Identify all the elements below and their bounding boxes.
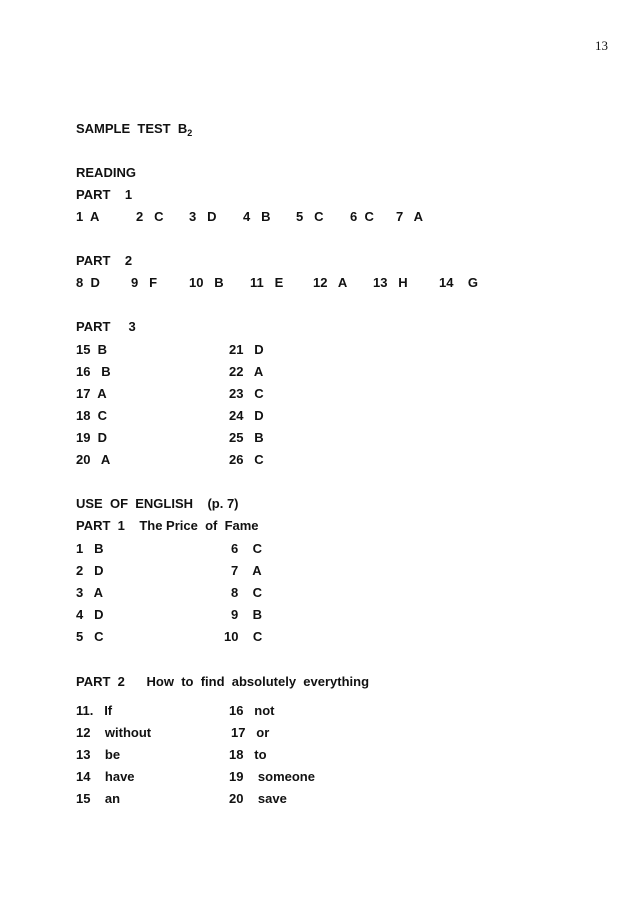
answer-item: 18 to xyxy=(229,747,267,762)
answer-item: 24 D xyxy=(229,408,264,423)
answer-item: 7 A xyxy=(396,209,423,224)
answer-item: 13 H xyxy=(373,275,408,290)
answer-item: 1 B xyxy=(76,541,104,556)
answer-item: 19 D xyxy=(76,430,108,445)
answer-item: 3 D xyxy=(189,209,217,224)
answer-item: 12 without xyxy=(76,725,152,740)
answer-item: 6 C xyxy=(231,541,263,556)
answer-item: 10 B xyxy=(189,275,224,290)
answer-item: 4 D xyxy=(76,607,104,622)
answer-item: 7 A xyxy=(231,563,262,578)
answer-item: 26 C xyxy=(229,452,264,467)
use-of-english-part1-label: PART 1 The Price of Fame xyxy=(76,518,259,533)
answer-item: 13 be xyxy=(76,747,121,762)
test-title xyxy=(76,121,192,138)
answer-item: 5 C xyxy=(296,209,324,224)
answer-item: 14 G xyxy=(439,275,479,290)
answer-item: 18 C xyxy=(76,408,108,423)
answer-item: 8 C xyxy=(231,585,263,600)
answer-item: 20 save xyxy=(229,791,287,806)
answer-item: 17 A xyxy=(76,386,107,401)
answer-item: 16 B xyxy=(76,364,111,379)
answer-item: 9 B xyxy=(231,607,263,622)
answer-item: 8 D xyxy=(76,275,100,290)
page-number: 13 xyxy=(595,38,608,53)
answer-item: 2 C xyxy=(136,209,164,224)
reading-heading: READING xyxy=(76,165,136,180)
answer-item: 20 A xyxy=(76,452,111,467)
answer-item: 2 D xyxy=(76,563,104,578)
answer-item: 17 or xyxy=(231,725,270,740)
answer-item: 19 someone xyxy=(229,769,315,784)
answer-item: 22 A xyxy=(229,364,264,379)
answer-item: 3 A xyxy=(76,585,103,600)
use-of-english-part2-label: PART 2 How to find absolutely everything xyxy=(76,674,370,689)
answer-item: 6 C xyxy=(350,209,374,224)
answer-item: 16 not xyxy=(229,703,275,718)
answer-item: 11 E xyxy=(250,275,284,290)
answer-item: 5 C xyxy=(76,629,104,644)
answer-item: 11. If xyxy=(76,703,113,718)
answer-item: 4 B xyxy=(243,209,271,224)
answer-item: 9 F xyxy=(131,275,158,290)
answer-item: 10 C xyxy=(224,629,263,644)
answer-item: 1 A xyxy=(76,209,100,224)
reading-part3-label: PART 3 xyxy=(76,319,136,334)
answer-item: 25 B xyxy=(229,430,264,445)
answer-item: 12 A xyxy=(313,275,348,290)
answer-item: 14 have xyxy=(76,769,135,784)
test-title-text: SAMPLE TEST B xyxy=(76,121,188,136)
answer-item: 23 C xyxy=(229,386,264,401)
answer-item: 15 B xyxy=(76,342,108,357)
use-of-english-heading: USE OF ENGLISH (p. 7) xyxy=(76,496,239,511)
test-title-subscript: 2 xyxy=(187,128,193,138)
answer-item: 15 an xyxy=(76,791,121,806)
reading-part1-label: PART 1 xyxy=(76,187,133,202)
answer-item: 21 D xyxy=(229,342,264,357)
reading-part2-label: PART 2 xyxy=(76,253,133,268)
